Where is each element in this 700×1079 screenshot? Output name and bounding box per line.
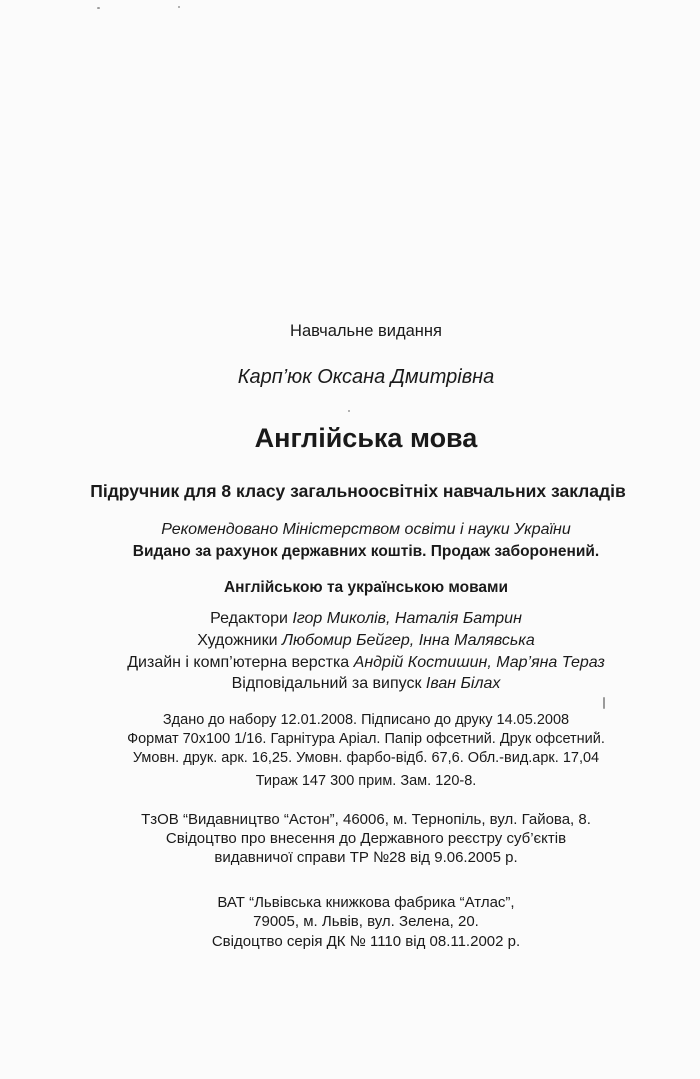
responsible-line — [16, 675, 700, 693]
responsible-role: Відповідальний за випуск — [231, 675, 422, 692]
print-format: Формат 70х100 1/16. Гарнітура Аріал. Папір офсетний. Друк офсетний. — [127, 731, 605, 747]
design-role: Дизайн і комп’ютерна верстка — [127, 654, 350, 671]
scan-speck — [603, 697, 605, 709]
editors-role: Редактори — [210, 610, 288, 627]
printer-name: ВАТ “Львівська книжкова фабрика “Атлас”, — [217, 894, 515, 911]
book-subtitle: Підручник для 8 класу загальноосвітніх навчальних закладів — [90, 481, 626, 501]
design-line — [16, 654, 700, 672]
funding-note: Видано за рахунок державних коштів. Продаж заборонений. — [132, 543, 600, 560]
scan-speck — [97, 7, 100, 9]
editors-names: Ігор Миколів, Наталія Батрин — [292, 610, 522, 627]
publisher-certificate: Свідоцтво про внесення до Державного реєстру суб’єктів — [165, 830, 567, 847]
editors-line — [16, 610, 700, 628]
print-dates: Здано до набору 12.01.2008. Підписано до друку 14.05.2008 — [162, 712, 570, 728]
artists-names: Любомир Бейгер, Інна Малявська — [281, 632, 535, 649]
languages-note: Англійською та українською мовами — [223, 579, 509, 596]
printer-address: 79005, м. Львів, вул. Зелена, 20. — [253, 913, 479, 930]
print-sheets: Умовн. друк. арк. 16,25. Умовн. фарбо-відб. 67,6. Обл.-вид.арк. 17,04 — [132, 750, 600, 766]
artists-role: Художники — [197, 632, 278, 649]
design-names: Андрій Костишин, Мар’яна Тераз — [353, 654, 605, 671]
publication-type: Навчальне видання — [290, 322, 442, 340]
book-title: Англійська мова — [254, 423, 478, 453]
print-run: Тираж 147 300 прим. Зам. 120-8. — [255, 773, 477, 789]
author-name: Карп’юк Оксана Дмитрівна — [237, 366, 495, 388]
printer-certificate: Свідоцтво серія ДК № 1110 від 08.11.2002 р. — [211, 933, 521, 950]
responsible-names: Іван Білах — [425, 675, 501, 692]
publisher-address: ТзОВ “Видавництво “Астон”, 46006, м. Тернопіль, вул. Гайова, 8. — [141, 811, 591, 828]
artists-line — [16, 632, 700, 650]
publisher-registration: видавничої справи ТР №28 від 9.06.2005 р. — [214, 849, 518, 866]
scan-speck — [178, 6, 180, 8]
scan-speck — [348, 410, 350, 412]
recommendation-note: Рекомендовано Міністерством освіти і науки України — [161, 521, 571, 538]
